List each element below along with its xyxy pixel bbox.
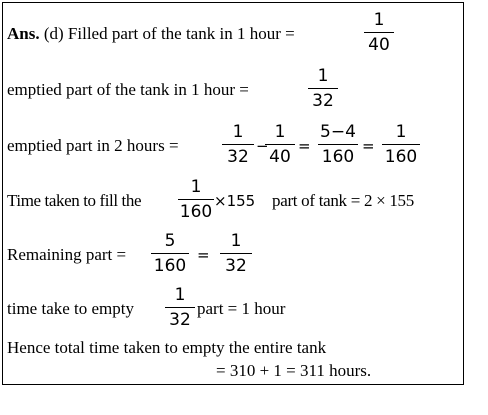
denominator: 160 [153, 256, 187, 276]
fraction-bar [220, 253, 252, 254]
equals-sign-2: = [362, 137, 375, 155]
line-6-rest: part = 1 hour [197, 299, 286, 318]
line-6-text: time take to empty [7, 299, 134, 318]
line-2 [7, 80, 249, 100]
line-7: Hence total time taken to empty the entire tank [7, 338, 327, 357]
fraction-1-160-b [178, 177, 214, 222]
line-3-text: emptied part in 2 hours = [7, 136, 179, 155]
numerator: 1 [373, 10, 385, 30]
minus-sign: − [256, 137, 269, 155]
line-5 [7, 245, 126, 265]
fraction-bar [165, 307, 195, 308]
fraction-5-160 [151, 231, 189, 276]
fraction-bar [382, 144, 420, 145]
numerator: 1 [395, 122, 407, 142]
line-4 [7, 191, 141, 211]
denominator: 160 [321, 147, 355, 167]
fraction-bar [364, 32, 394, 33]
fraction-1-40 [364, 10, 394, 55]
fraction-5-4-160 [318, 122, 358, 167]
fraction-bar [178, 199, 214, 200]
line-8: = 310 + 1 = 311 hours. [216, 361, 372, 380]
line-1-text: (d) Filled part of the tank in 1 hour = [43, 24, 295, 43]
line-4-text: Time taken to fill the [7, 191, 142, 210]
fraction-bar [151, 253, 189, 254]
numerator: 1 [317, 66, 329, 86]
line-4-rest: part of tank = 2 × 155 [272, 191, 414, 210]
fraction-bar [265, 144, 295, 145]
line-5-text: Remaining part = [7, 245, 127, 264]
denominator: 32 [225, 256, 247, 276]
denominator: 40 [368, 35, 390, 55]
line-1 [7, 24, 295, 44]
fraction-1-32-d [165, 285, 195, 330]
line-6 [7, 299, 134, 319]
fraction-bar [308, 88, 338, 89]
denominator: 160 [179, 202, 213, 222]
fraction-1-32-c [220, 231, 252, 276]
numerator: 5 [164, 231, 176, 251]
numerator: 1 [230, 231, 242, 251]
fraction-1-32-a [308, 66, 338, 111]
times-155: ×155 [214, 192, 256, 210]
answer-label: Ans. [7, 24, 40, 43]
numerator: 1 [190, 177, 202, 197]
line-3 [7, 136, 179, 156]
fraction-1-40-b [265, 122, 295, 167]
denominator: 160 [384, 147, 418, 167]
denominator: 32 [227, 147, 249, 167]
numerator: 1 [274, 122, 286, 142]
line-2-text: emptied part of the tank in 1 hour = [7, 80, 249, 99]
fraction-1-32-b [222, 122, 254, 167]
denominator: 32 [169, 310, 191, 330]
denominator: 40 [269, 147, 291, 167]
fraction-bar [318, 144, 358, 145]
equals-sign: = [298, 137, 311, 155]
equals-sign-3: = [197, 246, 210, 264]
numerator: 1 [174, 285, 186, 305]
numerator: 1 [232, 122, 244, 142]
numerator: 5−4 [320, 122, 356, 142]
fraction-bar [222, 144, 254, 145]
denominator: 32 [312, 91, 334, 111]
fraction-1-160 [382, 122, 420, 167]
